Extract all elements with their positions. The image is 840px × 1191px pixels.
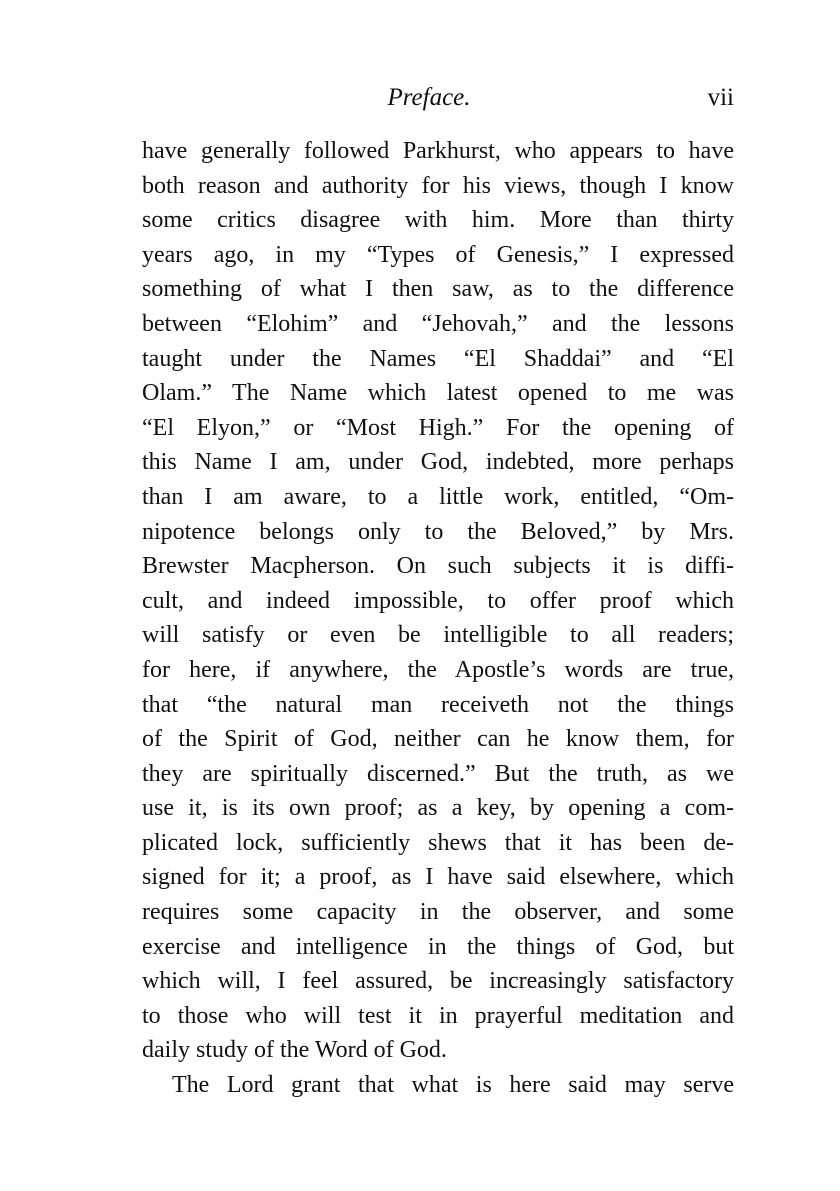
running-title: Preface. <box>387 84 471 111</box>
body-text <box>142 134 734 1103</box>
text-line: Olam.” The Name which latest opened to me was <box>142 380 734 407</box>
text-line: taught under the Names “El Shaddai” and “El <box>142 345 734 372</box>
text-line: than I am aware, to a little work, entitled, “Om- <box>142 483 734 510</box>
text-line: years ago, in my “Types of Genesis,” I expressed <box>142 241 734 268</box>
text-line: that “the natural man receiveth not the things <box>142 691 734 718</box>
text-line: some critics disagree with him. More than thirty <box>142 207 734 234</box>
text-line: this Name I am, under God, indebted, more perhaps <box>142 449 734 476</box>
running-head <box>142 80 734 120</box>
text-line-paragraph-start: The Lord grant that what is here said may serve <box>172 1072 734 1099</box>
text-line: of the Spirit of God, neither can he know them, for <box>142 726 734 753</box>
text-line: both reason and authority for his views, though I know <box>142 172 734 199</box>
text-line: requires some capacity in the observer, and some <box>142 899 734 926</box>
page-number: vii <box>707 84 734 111</box>
text-line: for here, if anywhere, the Apostle’s words are true, <box>142 656 734 683</box>
text-line: Brewster Macpherson. On such subjects it is diffi- <box>142 553 734 580</box>
text-line: which will, I feel assured, be increasingly satisfactory <box>142 968 734 995</box>
text-line: have generally followed Parkhurst, who appears to have <box>142 138 734 164</box>
text-line: between “Elohim” and “Jehovah,” and the lessons <box>142 310 734 337</box>
text-line: “El Elyon,” or “Most High.” For the opening of <box>142 414 734 441</box>
text-line: nipotence belongs only to the Beloved,” by Mrs. <box>142 518 734 545</box>
text-line: signed for it; a proof, as I have said elsewhere, which <box>142 864 734 891</box>
text-line: will satisfy or even be intelligible to all readers; <box>142 622 734 649</box>
text-line: use it, is its own proof; as a key, by opening a com- <box>142 795 734 822</box>
text-line: to those who will test it in prayerful meditation and <box>142 1002 734 1029</box>
text-line: something of what I then saw, as to the difference <box>142 276 734 303</box>
text-line-paragraph-end: daily study of the Word of God. <box>142 1037 447 1064</box>
text-line: plicated lock, sufficiently shews that it has been de- <box>142 829 734 856</box>
text-line: cult, and indeed impossible, to offer proof which <box>142 587 734 614</box>
text-line: exercise and intelligence in the things of God, but <box>142 933 734 960</box>
text-line: they are spiritually discerned.” But the truth, as we <box>142 760 734 787</box>
